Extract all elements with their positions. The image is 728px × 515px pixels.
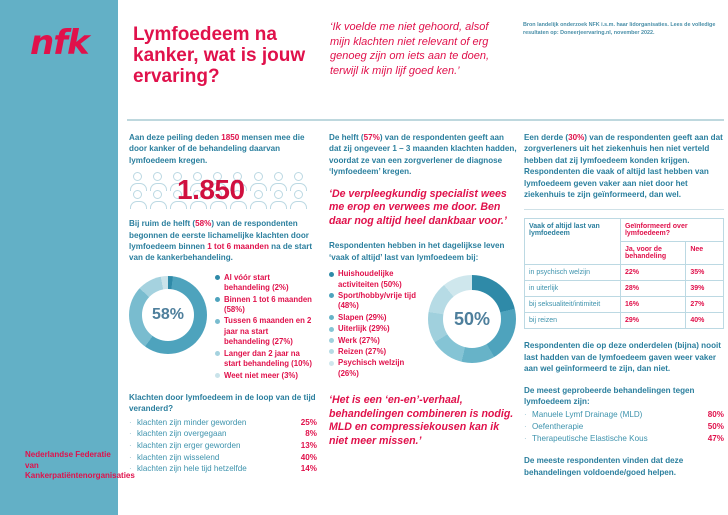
list-item-value: 80% [707,410,724,420]
legend-swatch-icon [329,293,334,298]
legend-item [329,291,424,312]
onset-donut-legend [215,273,315,382]
legend-swatch-icon [329,361,334,366]
legend-item [215,295,315,316]
col2-paragraph-1 [329,132,517,178]
changes-list-title: Klachten door lymfoedeem in de loop van de tijd veranderd? [129,392,316,414]
legend-swatch-icon [215,351,220,356]
daily-life-legend [329,269,424,380]
table-cell-label: bij reizen [525,313,621,329]
header-quote: ‘Ik voelde me niet gehoord, alsof mijn klachten niet relevant of erg genoeg zijn om iets aan te doen, terwijl ik mijn lijf goed ken.’ [330,21,490,77]
legend-label: Huishoudelijke activiteiten (50%) [338,269,402,289]
list-item-value: 47% [707,433,724,443]
col1-p2-c: na de start van de kankerbehandeling. [129,242,313,263]
list-item-label: Oefentherapie [532,422,584,432]
informed-table [524,218,724,329]
legend-label: Uiterlijk (29%) [338,324,390,334]
people-pictogram [129,172,317,212]
bullet-icon: · [129,429,132,439]
donut-ring [129,276,207,354]
person-body-icon [270,201,287,209]
legend-swatch-icon [329,315,334,320]
col1-p2-hl1: 58% [195,219,212,229]
nfk-logo: nfk [30,23,89,63]
list-item-value: 8% [305,429,317,439]
legend-item [329,269,424,290]
legend-swatch-icon [215,297,220,302]
legend-label: Binnen 1 tot 6 maanden (58%) [224,294,312,315]
legend-swatch-icon [329,349,334,354]
person-icon [149,172,167,190]
source-note: Bron landelijk onderzoek NFK i.s.m. haar lidorganisaties. Lees de volledige resultaten op: Doneerjeervaring.nl, november 2022. [523,22,716,36]
legend-item [329,324,424,334]
column-2 [329,132,517,449]
table-subheader-yes: Ja, voor de behandeling [620,242,685,265]
bullet-icon: · [524,410,527,420]
legend-item [215,371,315,381]
table-header-subject: Vaak of altijd last van lymfoedeem [525,219,621,265]
organisation-name: Nederlandse Federatie van Kankerpatiëntenorganisaties [25,450,135,480]
list-item-value: 25% [300,417,317,427]
person-head-icon [254,190,263,199]
list-item [524,421,724,433]
column-1 [129,132,317,475]
header-divider [127,119,724,121]
person-icon [129,190,147,208]
list-item-label: klachten zijn minder geworden [137,417,247,427]
column-3 [524,132,724,478]
legend-swatch-icon [215,373,220,378]
person-head-icon [274,172,283,181]
table-cell-label: in psychisch welzijn [525,265,621,281]
person-icon [149,190,167,208]
col3-paragraph-1 [524,132,724,200]
table-subheader-no: Nee [686,242,724,265]
list-item-label: Manuele Lymf Drainage (MLD) [532,410,643,420]
list-item-value: 50% [707,422,724,432]
person-icon [270,172,288,190]
donut-center-value: 58% [142,289,194,341]
col1-intro-b: mensen mee die door kanker of de behandeling daarvan lymfoedeem kregen. [129,133,305,165]
person-body-icon [150,201,167,209]
table-cell-label: bij seksualiteit/intimiteit [525,297,621,313]
table-cell-yes: 29% [620,313,685,329]
donut-center-value: 50% [443,290,501,348]
list-item-label: klachten zijn overgegaan [137,429,227,439]
person-icon [250,172,268,190]
legend-label: Al vóór start behandeling (2%) [224,272,289,293]
table-cell-yes: 16% [620,297,685,313]
respondent-count: 1.850 [177,174,245,206]
list-item [129,452,317,464]
person-icon [290,190,308,208]
person-icon [270,190,288,208]
list-item [524,433,724,445]
table-cell-no: 40% [686,313,724,329]
col1-intro [129,132,317,166]
daily-life-title: Respondenten hebben in het dagelijkse leven ‘vaak of altijd’ last van lymfoedeem bij: [329,241,505,262]
person-head-icon [153,190,162,199]
col1-intro-highlight: 1850 [221,133,240,142]
donut-ring [428,275,516,363]
list-item-label: klachten zijn wisselend [137,452,220,462]
legend-label: Weet niet meer (3%) [224,370,298,380]
legend-item [329,313,424,323]
col2-p1-hl: 57% [363,133,380,142]
col3-closing: De meeste respondenten vinden dat deze behandelingen voldoende/goed helpen. [524,456,684,477]
person-body-icon [250,201,267,209]
list-item-label: klachten zijn hele tijd hetzelfde [137,464,247,474]
list-item-value: 40% [300,452,317,462]
list-item [129,440,317,452]
person-icon [129,172,147,190]
person-body-icon [130,201,147,209]
list-item [524,409,724,421]
bullet-icon: · [129,417,132,427]
col3-divider [524,209,724,210]
page-title: Lymfoedeem na kanker, wat is jouw ervaring? [133,24,306,87]
col3-p1-hl: 30% [568,133,585,142]
legend-item [215,273,315,294]
table-cell-yes: 28% [620,281,685,297]
col3-p1-a: Een derde ( [524,133,569,142]
person-head-icon [274,190,283,199]
list-item-label: Therapeutische Elastische Kous [532,433,648,443]
table-row [525,313,724,329]
onset-donut-chart [129,273,317,382]
daily-life-donut-chart [329,269,517,380]
legend-label: Tussen 6 maanden en 2 jaar na start behandeling (27%) [224,316,312,347]
legend-swatch-icon [215,319,220,324]
person-head-icon [133,172,142,181]
legend-label: Reizen (27%) [338,347,387,357]
table-cell-no: 39% [686,281,724,297]
list-item-value: 14% [300,464,317,474]
table-header-informed: Geïnformeerd over lymfoedeem? [620,219,723,242]
legend-label: Werk (27%) [338,335,380,345]
table-cell-yes: 22% [620,265,685,281]
table-header-row [525,219,724,242]
person-icon [290,172,308,190]
person-head-icon [254,172,263,181]
col3-paragraph-2: Respondenten die op deze onderdelen (bijna) nooit last hadden van de lymfoedeem gaven weer vaker aan wel geïnformeerd te zijn, dan niet. [524,341,721,374]
list-item [129,463,317,475]
col1-p2-a: Bij ruim de helft ( [129,219,196,229]
bullet-icon: · [129,452,132,462]
legend-label: Sport/hobby/vrije tijd (48%) [338,291,416,311]
legend-label: Psychisch welzijn (26%) [338,358,405,378]
col1-p2-hl2: 1 tot 6 maanden [207,242,269,252]
list-item [129,417,317,429]
table-row [525,297,724,313]
legend-item [215,316,315,347]
brand-panel [0,0,135,515]
table-row [525,281,724,297]
col2-p1-b: ) van de respondenten geeft aan dat zij ongeveer 1 – 3 maanden klachten hadden, voordat ze van een zorgverlener de diagnose ‘lymfoedeem’ kregen. [329,133,517,177]
person-body-icon [290,201,307,209]
legend-swatch-icon [215,275,220,280]
legend-item [329,358,424,379]
person-icon [250,190,268,208]
col1-intro-a: Aan deze peiling deden [129,133,222,142]
person-head-icon [133,190,142,199]
changes-list [129,417,317,475]
treatments-list [524,409,724,444]
col3-p1-b: ) van de respondenten geeft aan dat zorgverleners uit het ziekenhuis hen niet verteld hebben dat zij lymfoedeem konden krijgen. Respondenten die vaak of altijd last hebben van lymfoedeem geven vaker aan niet door het ziekenhuis te zijn geïnformeerd, dan wel. [524,133,723,200]
person-head-icon [153,172,162,181]
col1-paragraph-2 [129,218,317,264]
table-cell-no: 35% [686,265,724,281]
legend-item [215,349,315,370]
bullet-icon: · [524,422,527,432]
treatments-title: De meest geprobeerde behandelingen tegen lymfoedeem zijn: [524,385,695,407]
col2-p1-a: De helft ( [329,133,364,142]
bullet-icon: · [129,440,132,450]
table-cell-label: in uiterlijk [525,281,621,297]
legend-swatch-icon [329,327,334,332]
bullet-icon: · [129,464,132,474]
legend-swatch-icon [329,272,334,277]
legend-label: Langer dan 2 jaar na start behandeling (10%) [224,348,312,369]
table-cell-no: 27% [686,297,724,313]
col2-quote: ‘De verpleegkundig specialist wees me erop en verwees me door. Ben daar nog altijd heel dankbaar voor.’ [329,187,507,227]
table-row [525,265,724,281]
legend-swatch-icon [329,338,334,343]
col2-bottom-quote: ‘Het is een ‘en-en’-verhaal, behandelingen combineren is nodig. MLD en compressiekousen kan ik niet meer missen.’ [329,394,514,448]
legend-item [329,336,424,346]
list-item [129,428,317,440]
col1-p2-b: ) van de respondenten begonnen de eerste lichamelijke klachten door lymfoedeem binnen [129,219,309,252]
list-item-label: klachten zijn erger geworden [137,440,241,450]
list-item-value: 13% [300,440,317,450]
legend-label: Slapen (29%) [338,312,387,322]
person-head-icon [294,190,303,199]
bullet-icon: · [524,433,527,443]
legend-item [329,347,424,357]
person-head-icon [294,172,303,181]
